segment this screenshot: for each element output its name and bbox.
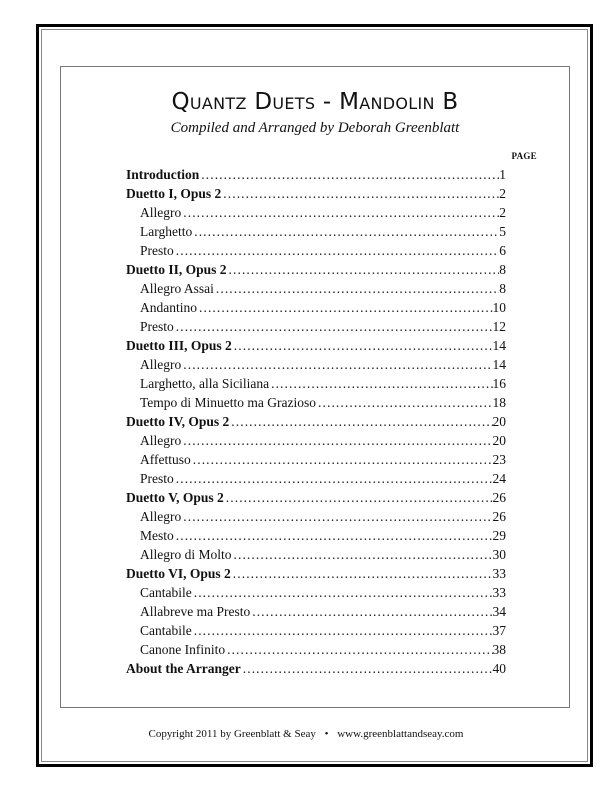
toc-entry-page-number: 8 [499, 262, 506, 277]
toc-section-entry[interactable] [126, 659, 506, 678]
toc-entry-label: Duetto III, Opus 2 [126, 338, 232, 353]
toc-entry-page-number: 38 [492, 642, 506, 657]
toc-entry-label: Duetto I, Opus 2 [126, 186, 222, 201]
dot-leader [181, 431, 492, 450]
dot-leader [227, 260, 500, 279]
dot-leader [225, 640, 492, 659]
toc-movement-entry[interactable] [126, 222, 506, 241]
toc-entry-label: Presto [140, 471, 174, 486]
toc-section-entry[interactable] [126, 488, 506, 507]
toc-movement-entry[interactable] [126, 621, 506, 640]
toc-entry-label: Allegro [140, 357, 182, 372]
dot-leader [232, 545, 493, 564]
toc-movement-entry[interactable] [126, 298, 506, 317]
toc-movement-entry[interactable] [126, 317, 506, 336]
toc-entry-page-number: 5 [499, 224, 506, 239]
toc-entry-label: Introduction [126, 167, 200, 182]
dot-leader [174, 469, 493, 488]
dot-leader [231, 564, 493, 583]
toc-entry-page-number: 16 [492, 376, 506, 391]
toc-entry-page-number: 34 [492, 604, 506, 619]
toc-entry-label: About the Arranger [126, 661, 241, 676]
dot-leader [192, 621, 493, 640]
toc-entry-page-number: 26 [492, 509, 506, 524]
toc-entry-label: Affettuso [140, 452, 191, 467]
bullet-separator-icon: • [324, 728, 329, 740]
dot-leader [191, 450, 493, 469]
page-column-header: PAGE [511, 151, 537, 161]
toc-entry-page-number: 20 [492, 414, 506, 429]
toc-entry-page-number: 14 [492, 338, 506, 353]
document-title: Quantz Duets - Mandolin B [171, 89, 459, 115]
dot-leader [232, 336, 493, 355]
toc-movement-entry[interactable] [126, 545, 506, 564]
toc-entry-label: Presto [140, 243, 174, 258]
toc-entry-page-number: 2 [499, 186, 506, 201]
toc-movement-entry[interactable] [126, 203, 506, 222]
dot-leader [192, 583, 493, 602]
dot-leader [197, 298, 493, 317]
toc-entry-page-number: 20 [492, 433, 506, 448]
toc-movement-entry[interactable] [126, 355, 506, 374]
toc-entry-page-number: 24 [492, 471, 506, 486]
toc-entry-label: Presto [140, 319, 174, 334]
toc-entry-label: Allegro di Molto [140, 547, 232, 562]
dot-leader [221, 184, 499, 203]
copyright-text: Copyright 2011 by Greenblatt & Seay [148, 728, 316, 740]
dot-leader [250, 602, 492, 621]
dot-leader [269, 374, 492, 393]
table-of-contents [126, 165, 506, 678]
toc-movement-entry[interactable] [126, 431, 506, 450]
toc-entry-label: Larghetto [140, 224, 193, 239]
toc-entry-label: Allegro [140, 509, 182, 524]
toc-entry-label: Duetto IV, Opus 2 [126, 414, 230, 429]
dot-leader [174, 241, 500, 260]
toc-entry-label: Duetto VI, Opus 2 [126, 566, 231, 581]
toc-entry-label: Cantabile [140, 585, 192, 600]
toc-movement-entry[interactable] [126, 241, 506, 260]
toc-section-entry[interactable] [126, 336, 506, 355]
toc-entry-label: Cantabile [140, 623, 192, 638]
toc-entry-page-number: 2 [499, 205, 506, 220]
dot-leader [316, 393, 492, 412]
toc-movement-entry[interactable] [126, 507, 506, 526]
toc-entry-label: Mesto [140, 528, 174, 543]
toc-movement-entry[interactable] [126, 469, 506, 488]
toc-entry-page-number: 23 [492, 452, 506, 467]
toc-movement-entry[interactable] [126, 583, 506, 602]
toc-entry-label: Allabreve ma Presto [140, 604, 251, 619]
toc-entry-page-number: 26 [492, 490, 506, 505]
toc-section-entry[interactable] [126, 412, 506, 431]
toc-movement-entry[interactable] [126, 640, 506, 659]
toc-movement-entry[interactable] [126, 393, 506, 412]
toc-entry-page-number: 12 [492, 319, 506, 334]
toc-section-entry[interactable] [126, 184, 506, 203]
toc-entry-label: Allegro [140, 205, 182, 220]
toc-entry-label: Allegro Assai [140, 281, 214, 296]
toc-entry-page-number: 33 [492, 566, 506, 581]
toc-entry-label: Andantino [140, 300, 197, 315]
toc-section-entry[interactable] [126, 260, 506, 279]
website-link[interactable]: www.greenblattandseay.com [337, 728, 464, 740]
toc-entry-page-number: 8 [499, 281, 506, 296]
toc-entry-page-number: 14 [492, 357, 506, 372]
toc-entry-label: Duetto V, Opus 2 [126, 490, 224, 505]
toc-entry-page-number: 37 [492, 623, 506, 638]
toc-entry-page-number: 6 [499, 243, 506, 258]
toc-entry-label: Tempo di Minuetto ma Grazioso [140, 395, 317, 410]
dot-leader [181, 203, 499, 222]
toc-entry-page-number: 40 [492, 661, 506, 676]
toc-entry-label: Larghetto, alla Siciliana [140, 376, 270, 391]
dot-leader [174, 317, 493, 336]
dot-leader [174, 526, 493, 545]
toc-movement-entry[interactable] [126, 279, 506, 298]
dot-leader [214, 279, 499, 298]
dot-leader [199, 165, 499, 184]
dot-leader [192, 222, 499, 241]
toc-entry-page-number: 30 [492, 547, 506, 562]
toc-movement-entry[interactable] [126, 526, 506, 545]
document-subtitle: Compiled and Arranged by Deborah Greenblatt [170, 120, 460, 136]
toc-entry-page-number: 1 [499, 167, 506, 182]
toc-entry-page-number: 33 [492, 585, 506, 600]
toc-entry-page-number: 18 [492, 395, 506, 410]
dot-leader [181, 355, 492, 374]
dot-leader [229, 412, 492, 431]
toc-entry-label: Duetto II, Opus 2 [126, 262, 227, 277]
toc-section-entry[interactable] [126, 165, 506, 184]
toc-movement-entry[interactable] [126, 374, 506, 393]
toc-entry-label: Allegro [140, 433, 182, 448]
footer [0, 728, 612, 740]
toc-movement-entry[interactable] [126, 602, 506, 621]
dot-leader [241, 659, 493, 678]
toc-panel [60, 66, 570, 708]
dot-leader [224, 488, 493, 507]
toc-entry-page-number: 29 [492, 528, 506, 543]
toc-movement-entry[interactable] [126, 450, 506, 469]
toc-section-entry[interactable] [126, 564, 506, 583]
toc-entry-label: Canone Infinito [140, 642, 226, 657]
dot-leader [181, 507, 492, 526]
toc-entry-page-number: 10 [492, 300, 506, 315]
